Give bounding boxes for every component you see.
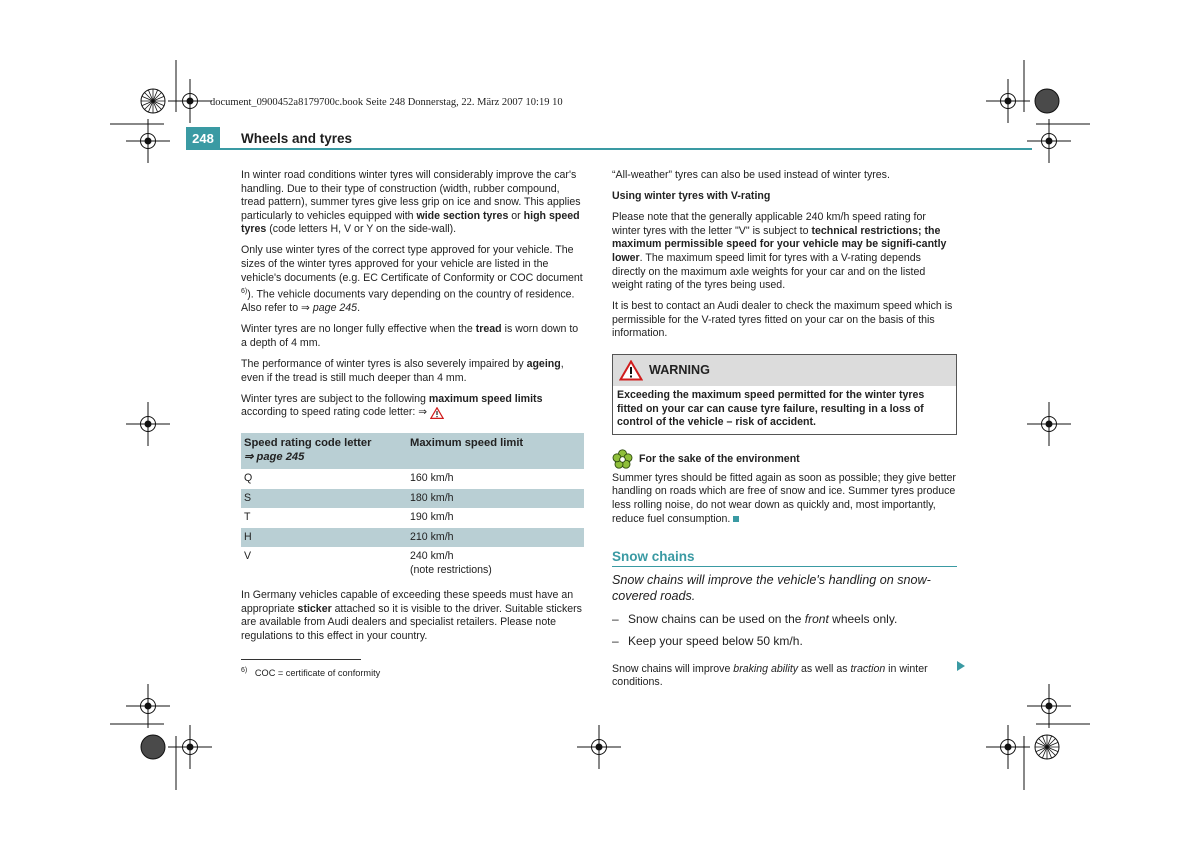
- warning-header: [613, 355, 956, 386]
- right-column: [612, 169, 957, 697]
- paragraph: Please note that the generally applicable 240 km/h speed rating for winter tyres with the letter "V" is subject to technical restrictions; the maximum permissible speed for your vehicle may be signifi-cantly lower. The maximum speed limit for tyres with a V-rating depends directly on the maximum axle weights for your car and on the listed weight rating of the tyres being used.: [612, 211, 947, 292]
- table-cell: 180 km/h: [407, 489, 584, 509]
- warning-text: Exceeding the maximum speed permitted for the winter tyres fitted on your car can cause tyre failure, resulting in a loss of control of the vehicle – risk of accident.: [617, 389, 925, 429]
- subheading: Using winter tyres with V-rating: [612, 190, 771, 203]
- table-header: Maximum speed limit: [407, 433, 584, 469]
- table-cell: 190 km/h: [410, 511, 454, 524]
- table-header-row: [241, 433, 584, 469]
- table-header: Speed rating code letter ⇒ page 245: [241, 433, 407, 469]
- paragraph: In Germany vehicles capable of exceeding these speeds must have an appropriate sticker attached so it is visible to the driver. Suitable stickers are available from Audi dealers and specialist retailers. Please note regulations to this effect in your country.: [241, 589, 582, 642]
- end-of-section-icon: [733, 516, 739, 522]
- table-cell: S: [241, 489, 407, 509]
- intro-text: Snow chains will improve the vehicle's handling on snow-covered roads.: [612, 572, 931, 603]
- paragraph: Snow chains will improve braking ability as well as traction in winter conditions.: [612, 662, 928, 689]
- section-heading: Snow chains: [612, 550, 957, 567]
- speed-rating-table: [241, 433, 584, 580]
- paragraph: Winter tyres are no longer fully effective when the tread is worn down to a depth of 4 mm.: [241, 323, 579, 350]
- warning-triangle-icon: [619, 360, 643, 381]
- paragraph: “All-weather” tyres can also be used instead of winter tyres.: [612, 169, 890, 181]
- list-item: – Snow chains can be used on the front wheels only.: [612, 611, 898, 626]
- file-header: document_0900452a8179700c.book Seite 248 Donnerstag, 22. März 2007 10:19 10: [210, 97, 563, 108]
- header-rule: [220, 148, 1032, 150]
- paragraph: In winter road conditions winter tyres will considerably improve the car's handling. Due to their type of construction (width, rubber compound, tread pattern), summer tyres give less grip on ice and snow. This applies particularly to vehicles equipped with wide section tyres or high speed tyres (code letters H, V or Y on the side-wall).: [241, 169, 581, 236]
- next-page-arrow-icon[interactable]: [957, 661, 965, 671]
- footnote-marker: 6): [241, 667, 248, 674]
- table-cell: 160 km/h: [410, 472, 454, 485]
- paragraph: Only use winter tyres of the correct type approved for your vehicle. The sizes of the winter tyres approved for your vehicle are listed in the vehicle's documents (e.g. EC Certificate of Conformity or COC document $^{6)}$). The vehicle documents vary depending on the country of residence. Also refer to ⇒ page 245.: [241, 244, 583, 315]
- warning-title: WARNING: [649, 362, 710, 377]
- table-row: [241, 547, 584, 580]
- paragraph: Winter tyres are subject to the following maximum speed limits according to speed rating code letter: ⇒: [241, 392, 543, 419]
- footnote-rule: [241, 659, 361, 660]
- footnote: [241, 667, 380, 678]
- section-title: Wheels and tyres: [241, 131, 353, 146]
- list-item: – Keep your speed below 50 km/h.: [612, 633, 803, 648]
- table-cell: 210 km/h: [407, 528, 584, 548]
- page-reference-link[interactable]: page 245: [312, 302, 358, 315]
- warning-box: [612, 354, 957, 435]
- table-cell: 240 km/h (note restrictions): [410, 550, 492, 576]
- table-row: [241, 528, 584, 548]
- table-cell: V: [244, 550, 252, 563]
- paragraph: It is best to contact an Audi dealer to check the maximum speed which is permissible for the V-rated tyres fitted on your car on the basis of this information.: [612, 300, 953, 340]
- environment-heading: For the sake of the environment: [612, 449, 957, 470]
- footnote-text: COC = certificate of conformity: [254, 668, 381, 679]
- table-cell: Q: [244, 472, 253, 485]
- table-row: [241, 508, 584, 528]
- page-number: 248: [186, 127, 220, 150]
- paragraph: The performance of winter tyres is also severely impaired by ageing, even if the tread is still much deeper than 4 mm.: [241, 358, 564, 384]
- page-reference-link[interactable]: ⇒ page 245: [244, 451, 305, 464]
- environment-flower-icon: [612, 449, 633, 470]
- table-row: [241, 489, 584, 509]
- paragraph: Summer tyres should be fitted again as soon as possible; they give better handling on roads which are free of snow and ice. Summer tyres produce less rolling noise, do not wear down as quickly and, most importantly, reduce fuel consumption.: [612, 471, 956, 525]
- warning-triangle-icon[interactable]: [430, 407, 444, 419]
- table-row: [241, 469, 584, 489]
- table-cell: H: [241, 528, 407, 548]
- table-cell: T: [244, 511, 251, 524]
- left-column: [241, 169, 583, 651]
